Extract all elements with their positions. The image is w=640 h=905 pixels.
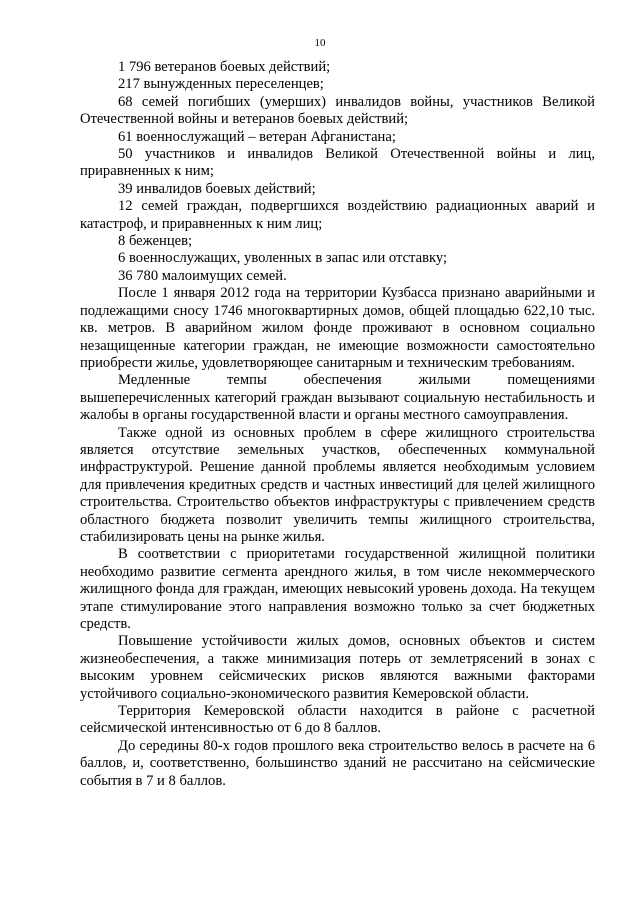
document-body — [80, 59, 595, 790]
paragraph-land-infrastructure: Также одной из основных проблем в сфере жилищного строительства является отсутствие земельных участков, обеспеченных коммунальной инфраструктурой. Решение данной проблемы является необходимым условием для привлечения кредитных средств и частных инвестиций для целей жилищного строительства. Строительство объектов инфраструктуры с привлечением средств областного бюджета позволит увеличить темпы жилищного строительства, стабилизировать цены на рынке жилья. — [80, 424, 595, 545]
paragraph-seismic-intensity: Территория Кемеровской области находится в районе с расчетной сейсмической интенсивностью от 6 до 8 баллов. — [80, 703, 595, 737]
paragraph-seismic-resilience: Повышение устойчивости жилых домов, основных объектов и систем жизнеобеспечения, а также минимизация потерь от землетрясений в зонах с высоким уровнем сейсмических рисков являются важными факторами устойчивого социально-экономического развития Кемеровской области. — [80, 633, 595, 702]
list-item-low-income-families: 36 780 малоимущих семей. — [118, 267, 287, 284]
paragraph-emergency-housing: После 1 января 2012 года на территории Кузбасса признано аварийными и подлежащими сносу 1746 многоквартирных домов, общей площадью 622,10 тыс. кв. метров. В аварийном жилом фонде проживают в основном социально незащищенные категории граждан, не имеющие возможности самостоятельно приобрести жилье, удовлетворяющее санитарным и техническим требованиям. — [80, 285, 595, 371]
list-item-discharged-military: 6 военнослужащих, уволенных в запас или отставку; — [118, 250, 448, 267]
page-number: 10 — [314, 37, 326, 49]
list-item-combat-disabled: 39 инвалидов боевых действий; — [118, 180, 316, 197]
paragraph-slow-provision: Медленные темпы обеспечения жилыми помещениями вышеперечисленных категорий граждан вызывают социальную нестабильность и жалобы в органы государственной власти и органы местного самоуправления. — [80, 372, 595, 424]
paragraph-seismic-history: До середины 80-х годов прошлого века строительство велось в расчете на 6 баллов, и, соответственно, большинство зданий не рассчитано на сейсмические события в 7 и 8 баллов. — [80, 737, 595, 789]
list-item-families-war-disabled: 68 семей погибших (умерших) инвалидов войны, участников Великой Отечественной войны и ветеранов боевых действий; — [80, 93, 595, 128]
list-item-radiation-families: 12 семей граждан, подвергшихся воздействию радиационных аварий и катастроф, и приравненных к ним лиц; — [80, 198, 595, 232]
list-item-refugees: 8 беженцев; — [118, 233, 193, 250]
list-item-ww2-participants: 50 участников и инвалидов Великой Отечественной войны и лиц, приравненных к ним; — [80, 146, 595, 180]
list-item-displaced: 217 вынужденных переселенцев; — [118, 76, 324, 93]
list-item-afghan-veteran: 61 военнослужащий – ветеран Афганистана; — [118, 128, 396, 145]
list-item-veterans: 1 796 ветеранов боевых действий; — [118, 59, 331, 75]
paragraph-rental-housing: В соответствии с приоритетами государственной жилищной политики необходимо развитие сегмента арендного жилья, в том числе некоммерческого жилищного фонда для граждан, имеющих невысокий уровень дохода. На текущем этапе стимулирование этого направления возможно только за счет бюджетных средств. — [80, 546, 595, 632]
